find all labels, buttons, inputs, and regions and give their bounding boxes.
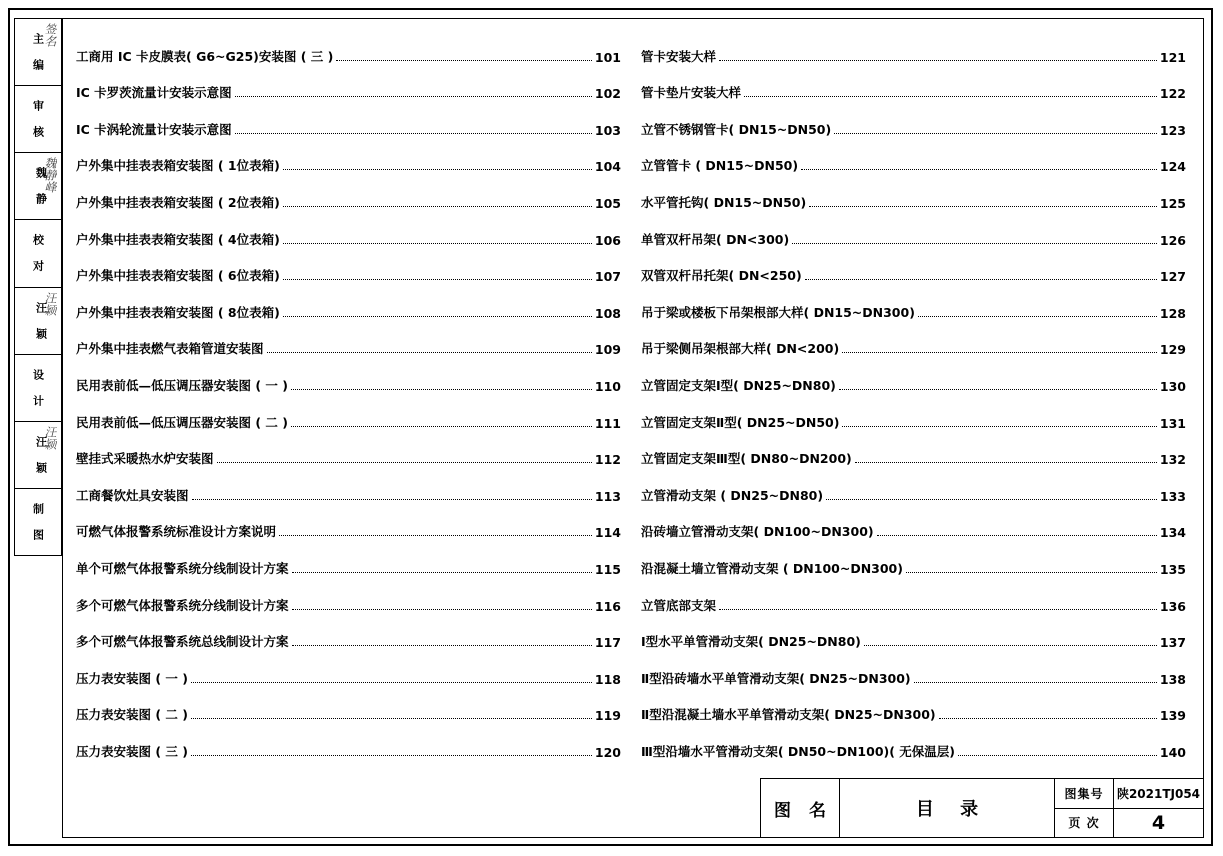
toc-entry	[641, 30, 1186, 67]
toc-entry-title: 立管固定支架Ⅱ型( DN25~DN50)	[641, 414, 840, 430]
toc-entry-page: 105	[594, 195, 621, 211]
toc-leader	[283, 205, 592, 207]
toc-entry-page: 128	[1159, 305, 1186, 321]
toc-entry-title: 可燃气体报警系统标准设计方案说明	[76, 524, 277, 540]
toc-entry-title: 户外集中挂表表箱安装图 ( 8位表箱)	[76, 304, 280, 320]
toc-leader	[279, 534, 592, 536]
toc-entry-title: 立管不锈钢管卡( DN15~DN50)	[641, 121, 832, 137]
toc-entry-page: 115	[594, 561, 621, 577]
toc-entry-page: 106	[594, 232, 621, 248]
page-number-label: 页 次	[1055, 809, 1114, 838]
toc-entry-title: 管卡安装大样	[641, 48, 717, 64]
signature-role-label: 设 计	[31, 368, 45, 407]
signature-cell	[15, 153, 61, 220]
toc-entry	[641, 652, 1186, 689]
atlas-number-label: 图集号	[1055, 779, 1114, 808]
toc-entry-title: 户外集中挂表燃气表箱管道安装图	[76, 341, 264, 357]
toc-leader	[842, 351, 1157, 353]
signature-role-label: 汪 颖	[34, 435, 48, 474]
toc-entry-title: 立管滑动支架 ( DN25~DN80)	[641, 487, 824, 503]
toc-leader	[792, 242, 1157, 244]
toc-entry	[641, 689, 1186, 726]
toc-leader	[744, 95, 1157, 97]
toc-leader	[958, 754, 1157, 756]
toc-entry-title: 多个可燃气体报警系统总线制设计方案	[76, 634, 289, 650]
toc-leader	[235, 95, 592, 97]
toc-leader	[855, 461, 1157, 463]
toc-entry-page: 114	[594, 525, 621, 541]
toc-entry	[76, 286, 621, 323]
signature-role-label: 汪 颖	[34, 301, 48, 340]
toc-entry-page: 107	[594, 269, 621, 285]
toc-entry-title: 壁挂式采暖热水炉安装图	[76, 451, 214, 467]
toc-leader	[217, 461, 592, 463]
toc-entry-page: 109	[594, 342, 621, 358]
toc-leader	[864, 644, 1157, 646]
toc-entry-title: 民用表前低—低压调压器安装图 ( 二 )	[76, 414, 288, 430]
signature-role-label: 魏 静	[34, 167, 48, 206]
toc-entry	[641, 616, 1186, 653]
toc-entry	[641, 140, 1186, 177]
toc-entry-title: 工商餐饮灶具安装图	[76, 487, 189, 503]
toc-entry-page: 126	[1159, 232, 1186, 248]
toc-entry-page: 122	[1159, 86, 1186, 102]
toc-entry-title: 压力表安装图 ( 一 )	[76, 670, 188, 686]
toc-entry	[76, 176, 621, 213]
title-block-right	[1055, 779, 1203, 837]
toc-entry-page: 118	[594, 671, 621, 687]
toc-entry-title: IC 卡罗茨流量计安装示意图	[76, 85, 232, 101]
toc-entry-page: 133	[1159, 488, 1186, 504]
toc-entry-page: 116	[594, 598, 621, 614]
toc-entry-page: 139	[1159, 708, 1186, 724]
toc-entry-title: 压力表安装图 ( 二 )	[76, 707, 188, 723]
toc-entry	[641, 359, 1186, 396]
toc-leader	[283, 242, 592, 244]
toc-leader	[834, 132, 1157, 134]
signature-role-label: 审 核	[31, 100, 45, 139]
toc-entry-page: 135	[1159, 561, 1186, 577]
toc-entry	[76, 140, 621, 177]
toc-entry	[641, 250, 1186, 287]
toc-entry-title: 单个可燃气体报警系统分线制设计方案	[76, 560, 289, 576]
toc-leader	[842, 425, 1156, 427]
toc-entry-page: 101	[594, 49, 621, 65]
toc-leader	[283, 278, 592, 280]
toc-leader	[906, 571, 1157, 573]
toc-entry-page: 138	[1159, 671, 1186, 687]
toc-leader	[191, 717, 592, 719]
toc-entry-title: 立管管卡 ( DN15~DN50)	[641, 158, 799, 174]
toc-entry-page: 123	[1159, 122, 1186, 138]
toc-entry	[641, 396, 1186, 433]
signature-cell	[15, 422, 61, 489]
signature-role-label: 校 对	[31, 234, 45, 273]
signature-strip	[14, 18, 62, 556]
toc-entry	[76, 213, 621, 250]
toc-entry-title: IC 卡涡轮流量计安装示意图	[76, 121, 232, 137]
toc-leader	[292, 608, 592, 610]
signature-cell	[15, 220, 61, 287]
toc-entry-page: 140	[1159, 744, 1186, 760]
toc-entry	[641, 67, 1186, 104]
signature-handwriting: 魏静峰	[43, 157, 57, 194]
toc-leader	[192, 498, 592, 500]
toc-entry-page: 124	[1159, 159, 1186, 175]
signature-handwriting: 汪颖	[43, 425, 57, 450]
toc-entry	[641, 286, 1186, 323]
toc-entry-title: 工商用 IC 卡皮膜表( G6~G25)安装图 ( 三 )	[76, 48, 334, 64]
toc-entry-page: 120	[594, 744, 621, 760]
toc-entry	[641, 469, 1186, 506]
toc-leader	[283, 315, 592, 317]
drawing-name-value: 目 录	[840, 779, 1055, 837]
toc-leader	[283, 168, 592, 170]
toc-entry-title: 立管底部支架	[641, 597, 717, 613]
toc-entry-title: 立管固定支架Ⅲ型( DN80~DN200)	[641, 451, 852, 467]
page-number-value: 4	[1151, 811, 1166, 834]
toc-leader	[235, 132, 592, 134]
toc-right-column	[641, 30, 1186, 770]
signature-handwriting: 签名	[43, 23, 57, 47]
drawing-name-label: 图 名	[761, 779, 840, 837]
toc-entry	[641, 103, 1186, 140]
toc-entry-page: 121	[1159, 49, 1186, 65]
toc-entry-page: 132	[1159, 452, 1186, 468]
toc-entry	[641, 176, 1186, 213]
title-block	[760, 778, 1204, 838]
toc-entry-page: 112	[594, 452, 621, 468]
toc-entry	[76, 250, 621, 287]
toc-entry-page: 131	[1159, 415, 1186, 431]
atlas-number-value: 陕2021TJ054	[1116, 786, 1201, 801]
signature-cell	[15, 86, 61, 153]
toc-leader	[191, 681, 592, 683]
toc-entry-title: 户外集中挂表表箱安装图 ( 1位表箱)	[76, 158, 280, 174]
toc-entry	[76, 396, 621, 433]
toc-entry-page: 110	[594, 378, 621, 394]
toc-entry-page: 102	[594, 86, 621, 102]
toc-entry-title: 沿砖墙立管滑动支架( DN100~DN300)	[641, 524, 874, 540]
toc-entry-title: 户外集中挂表表箱安装图 ( 2位表箱)	[76, 194, 280, 210]
toc-leader	[336, 59, 592, 61]
toc-entry	[76, 652, 621, 689]
toc-entry-title: 民用表前低—低压调压器安装图 ( 一 )	[76, 377, 288, 393]
toc-entry-title: 单管双杆吊架( DN<300)	[641, 231, 790, 247]
toc-entry	[76, 433, 621, 470]
signature-role-label: 主 编	[31, 33, 45, 72]
toc-leader	[918, 315, 1157, 317]
signature-cell	[15, 489, 61, 555]
toc-entry-page: 117	[594, 635, 621, 651]
toc-leader	[801, 168, 1157, 170]
toc-entry	[76, 506, 621, 543]
toc-entry	[76, 542, 621, 579]
toc-entry	[76, 359, 621, 396]
toc-entry-title: 多个可燃气体报警系统分线制设计方案	[76, 597, 289, 613]
toc-entry-title: Ⅱ型沿混凝土墙水平单管滑动支架( DN25~DN300)	[641, 707, 936, 723]
toc-entry	[641, 579, 1186, 616]
table-of-contents	[76, 30, 1194, 770]
toc-entry	[76, 67, 621, 104]
toc-entry-page: 103	[594, 122, 621, 138]
toc-entry-page: 119	[594, 708, 621, 724]
toc-leader	[267, 351, 592, 353]
toc-left-column	[76, 30, 621, 770]
signature-cell	[15, 19, 61, 86]
toc-leader	[914, 681, 1157, 683]
toc-entry	[76, 30, 621, 67]
toc-entry-page: 111	[594, 415, 621, 431]
toc-entry-title: 双管双杆吊托架( DN<250)	[641, 268, 802, 284]
atlas-number-row	[1055, 779, 1203, 809]
toc-leader	[191, 754, 592, 756]
toc-entry	[76, 725, 621, 762]
toc-entry	[76, 103, 621, 140]
toc-entry	[641, 725, 1186, 762]
toc-entry-page: 125	[1159, 195, 1186, 211]
toc-entry	[76, 579, 621, 616]
toc-leader	[292, 571, 592, 573]
toc-entry-page: 108	[594, 305, 621, 321]
signature-handwriting: 汪颖	[43, 291, 57, 316]
toc-entry-page: 104	[594, 159, 621, 175]
toc-entry-page: 134	[1159, 525, 1186, 541]
toc-leader	[826, 498, 1157, 500]
toc-entry	[641, 506, 1186, 543]
toc-entry-title: 立管固定支架Ⅰ型( DN25~DN80)	[641, 377, 836, 393]
toc-leader	[292, 644, 592, 646]
toc-entry-page: 136	[1159, 598, 1186, 614]
toc-entry-title: 沿混凝土墙立管滑动支架 ( DN100~DN300)	[641, 560, 903, 576]
signature-role-label: 制 图	[31, 502, 45, 541]
signature-cell	[15, 355, 61, 422]
toc-entry-page: 130	[1159, 378, 1186, 394]
page-number-row	[1055, 809, 1203, 838]
toc-entry	[641, 323, 1186, 360]
toc-entry-title: 户外集中挂表表箱安装图 ( 6位表箱)	[76, 268, 280, 284]
toc-entry-title: Ⅱ型沿砖墙水平单管滑动支架( DN25~DN300)	[641, 670, 911, 686]
toc-leader	[291, 388, 592, 390]
toc-leader	[877, 534, 1157, 536]
toc-entry-page: 113	[594, 488, 621, 504]
toc-entry-title: 管卡垫片安装大样	[641, 85, 742, 101]
toc-entry-title: 压力表安装图 ( 三 )	[76, 743, 188, 759]
signature-cell	[15, 288, 61, 355]
toc-entry	[641, 433, 1186, 470]
toc-entry-title: Ⅲ型沿墙水平管滑动支架( DN50~DN100)( 无保温层)	[641, 743, 956, 759]
toc-entry-title: Ⅰ型水平单管滑动支架( DN25~DN80)	[641, 634, 861, 650]
toc-entry-title: 水平管托钩( DN15~DN50)	[641, 194, 807, 210]
toc-leader	[805, 278, 1157, 280]
toc-entry	[76, 689, 621, 726]
toc-entry	[76, 469, 621, 506]
toc-entry	[641, 542, 1186, 579]
toc-entry-page: 127	[1159, 269, 1186, 285]
toc-entry	[76, 323, 621, 360]
toc-leader	[291, 425, 592, 427]
toc-entry-page: 137	[1159, 635, 1186, 651]
toc-leader	[719, 59, 1157, 61]
toc-entry-title: 吊于梁或楼板下吊架根部大样( DN15~DN300)	[641, 304, 915, 320]
toc-leader	[719, 608, 1157, 610]
toc-entry-title: 吊于梁侧吊架根部大样( DN<200)	[641, 341, 840, 357]
toc-leader	[939, 717, 1157, 719]
toc-entry	[641, 213, 1186, 250]
toc-entry-page: 129	[1159, 342, 1186, 358]
toc-entry	[76, 616, 621, 653]
toc-entry-title: 户外集中挂表表箱安装图 ( 4位表箱)	[76, 231, 280, 247]
toc-leader	[809, 205, 1157, 207]
toc-leader	[839, 388, 1157, 390]
